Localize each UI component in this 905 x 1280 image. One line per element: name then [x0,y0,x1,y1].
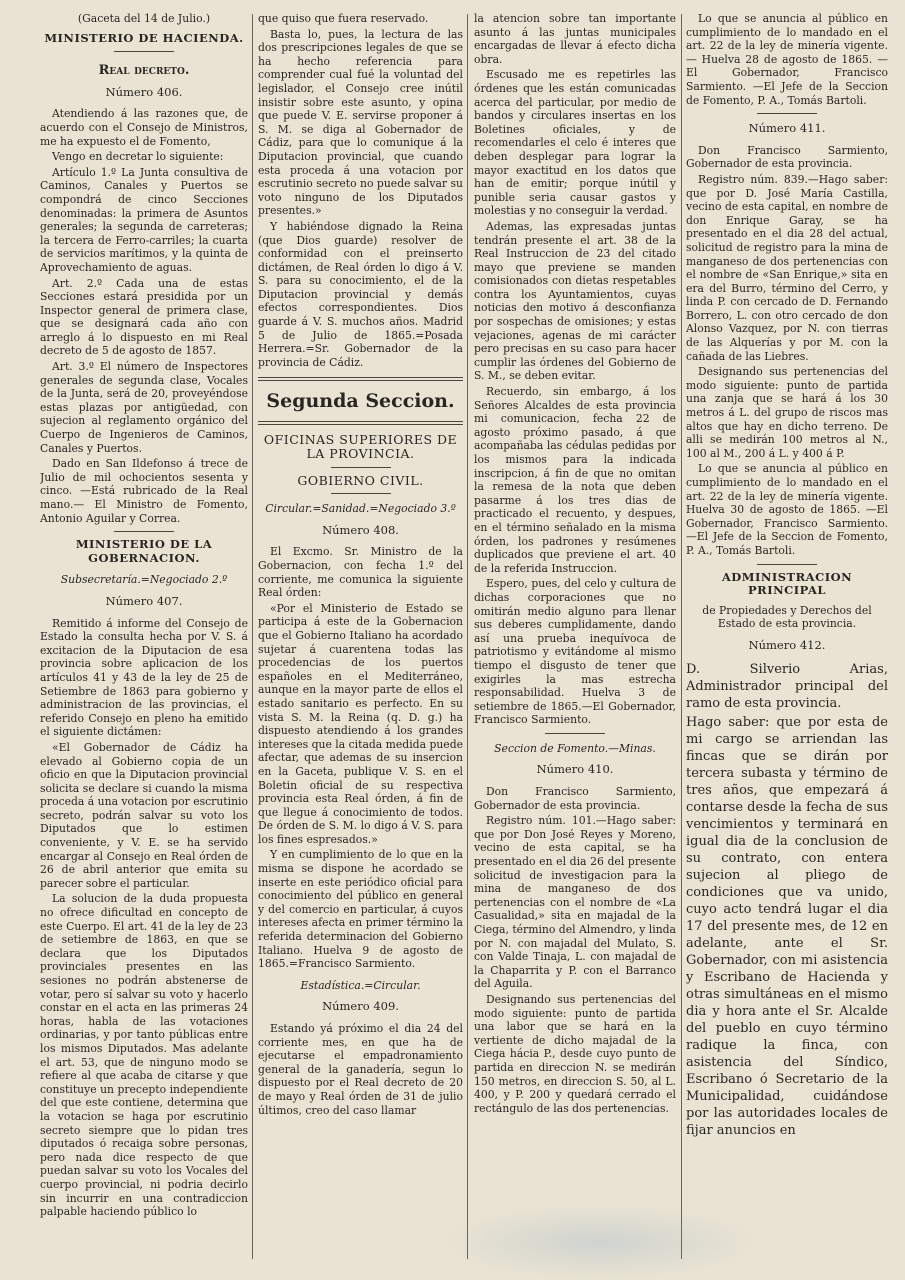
ministry-heading: MINISTERIO DE LA GOBERNACION. [75,537,213,565]
paragraph: Basta lo, pues, la lectura de las dos prescripciones legales de que se ha hecho referencia para comprender cual fué la voluntad del legislador, el Consejo cree inútil insistir sobre este asunto, y opina que puede V. E. servirse proponer á S. M. se diga al Gobernador de Cádiz, para que lo comunique á la Diputacion provincial, que cuando esta proceda á una votacion por escrutinio secreto no puede salvar su voto ninguno de los Diputados presentes.» [258,27,463,218]
large-notice [686,661,888,1139]
administration-heading: ADMINISTRACION PRINCIPAL [721,569,853,598]
paragraph: Registro núm. 839.—Hago saber: que por D. José María Castilla, vecino de esta capital, en nombre de don Enrique Garay, se ha presentado en el dia 28 del actual, solicitud de registro para la mina de manganeso de dos pertenencias con el nombre de «San Enrique,» sita en era del Burro, término del Cerro, y linda P. con cercado de D. Fernando Borrero, L. con otro cercado de don Alonso Vazquez, por N. con tierras de las Alquerías y por M. con la cañada de las Liebres. [686,172,888,363]
ministry-heading: MINISTERIO DE HACIENDA. [44,30,244,45]
item-number: Número 411. [748,121,826,136]
column-rule [467,14,468,1259]
paragraph: Don Francisco Sarmiento, Gobernador de esta provincia. [474,785,676,812]
office-heading: OFICINAS SUPERIORES DE LA PROVINCIA. [263,432,458,462]
paragraph: El Excmo. Sr. Ministro de la Gobernacion, con fecha 1.º del corriente, me comunica la siguiente Real órden: [258,545,463,600]
column-4 [686,12,888,1274]
paragraph: Y en cumplimiento de lo que en la misma se dispone he acordado se inserte en este periódico oficial para conocimiento del público en general y del comercio en particular, á cuyos intereses afecta en primer término la referida determinacion del Gobierno Italiano. Huelva 9 de agosto de 1865.=Francisco Sarmiento. [258,848,463,971]
paragraph: Don Francisco Sarmiento, Gobernador de esta provincia. [686,143,888,171]
divider [331,467,391,468]
divider [757,113,817,114]
gobierno-heading: GOBIERNO CIVIL. [297,472,424,488]
paragraph: que quiso que fuera reservado. [258,12,429,25]
subsection-heading: Subsecretaría.=Negociado 2.º [60,573,228,587]
paragraph: Designando sus pertenencias del modo siguiente: punto de partida una labor que se hará en la vertiente de dicho majadal de la Ciega hácia P., desde cuyo punto de partida en direccion N. se medirán 150 metros, en direccion S. 50, al L. 400, y P. 200 y quedará cerrado el rectángulo de las dos pertenencias. [474,992,676,1115]
paragraph: Dado en San Ildefonso á trece de Julio de mil ochocientos sesenta y cinco. —Está rubricado de la Real mano.— El Ministro de Fomento, Antonio Aguilar y Correa. [40,457,248,525]
paragraph: Ademas, las expresadas juntas tendrán presente el art. 38 de la Real Instruccion de 23 del citado mayo que previene se manden comisionados con dietas respetables contra los Ayuntamientos, cuyas noticias den motivo á desconfianza por sospechas de omisiones; y estas vejaciones, agenas de mi carácter pero precisas en su caso para hacer cumplir las órdenes del Gobierno de S. M., se deben evitar. [474,219,676,383]
item-number: Número 406. [105,84,183,99]
column-rule [252,14,253,1259]
section-divider [258,421,463,425]
paragraph: Vengo en decretar lo siguiente: [52,150,224,164]
subsection-heading: Seccion de Fomento.—Minas. [494,741,656,755]
section-title: Segunda Seccion. [266,390,455,413]
paragraph: Artículo 1.º La Junta consultiva de Caminos, Canales y Puertos se compondrá de cinco Secciones denominadas: la primera de Asuntos generales; la segunda de carreteras; la tercera de Ferro-carriles; la cuarta de servicios marítimos, y la quinta de Aprovechamiento de aguas. [40,165,248,274]
paragraph: Escusado me es repetirles las órdenes que les están comunicadas acerca del particular, por medio de bandos y circulares insertas en los Boletines oficiales, y de recomendarles el celo é interes que deben desplegar para lograr la mayor exactitud en los datos que han de emitir; porque inútil y punible seria causar gastos y molestias y no conseguir la verdad. [474,68,676,218]
decree-heading: Real decreto. [98,63,190,79]
column-2 [258,12,463,1274]
paragraph: D. Silverio Arias, Administrador principal del ramo de esta provincia. [686,661,888,711]
column-rule [681,14,682,1259]
paragraph: Lo que se anuncia al público en cumplimiento de lo mandado en el art. 22 de la ley de minería vigente. — Huelva 28 de agosto de 1865. —El Gobernador, Francisco Sarmiento. —El Jefe de la Seccion de Fomento, P. A., Tomás Bartoli. [686,12,888,107]
item-number: Número 412. [748,637,826,652]
subsection-heading: Circular.=Sanidad.=Negociado 3.º [265,502,456,516]
section-divider [258,377,463,381]
column-3 [474,12,676,1274]
column-1 [40,12,248,1274]
paragraph: Hago saber: que por esta de mi cargo se arriendan las fincas que se dirán por tercera subasta y término de tres años, que empezará á contarse desde la fecha de sus vencimientos y terminará en igual dia de la conclusion de su contrato, con entera sujecion al pliego de condiciones que va unido, cuyo acto tendrá lugar el dia 17 del presente mes, de 12 en adelante, ante el Sr. Gobernador, con mi asistencia y Escribano de Hacienda y otras simultáneas en el mismo dia y hora ante el Sr. Alcalde del pueblo en cuyo término radique la finca, con asistencia del Síndico, Escribano ó Secretario de la Municipalidad, cuidándose por las autoridades locales de fijar anuncios en [686,714,888,1138]
divider [757,564,817,565]
paragraph: Designando sus pertenencias del modo siguiente: punto de partida una zanja que se hará á los 30 metros á L. del grupo de riscos mas altos que hay en dicho terreno. De alli se medirán 100 metros al N., 100 al M., 200 á L. y 400 á P. [686,365,888,460]
item-number: Número 410. [536,762,614,777]
paragraph: Espero, pues, del celo y cultura de dichas corporaciones que no omitirán medio alguno para llenar sus deberes cumplidamente, dando así una prueba inequívoca de patriotismo y evitándome al mismo tiempo el disgusto de tener que exigirles la mas estrecha responsabilidad. Huelva 3 de setiembre de 1865.—El Gobernador, Francisco Sarmiento. [474,577,676,727]
paragraph: Remitido á informe del Consejo de Estado la consulta hecha por V. S. á excitacion de la Diputacion de esa provincia sobre aplicacion de los artículos 41 y 43 de la ley de 25 de Setiembre de 1863 para gobierno y administracion de las provincias, el referido Consejo en pleno ha emitido el siguiente dictámen: [40,616,248,739]
item-number: Número 407. [105,593,183,608]
dateline: (Gaceta del 14 de Julio.) [77,12,211,25]
divider [331,493,391,494]
paragraph: La solucion de la duda propuesta no ofrece dificultad en concepto de este Cuerpo. El art. 41 de la ley de 23 de setiembre de 1863, en que se declara que los Diputados provinciales presentes en las sesiones no podrán abstenerse de votar, pero sí salvar su voto y hacerlo constar en el acta en las primeras 24 horas, habla de las votaciones ordinarias, y por tanto públicas entre los mismos Diputados. Mas adelante el art. 53, que de ninguno modo se refiere al que acaba de citarse y que constituye un precepto independiente del que este contiene, determina que la votacion se haga por escrutinio secreto siempre que lo pidan tres diputados ó recaiga sobre personas, pero nada dice respecto de que puedan salvar su voto los Vocales del cuerpo provincial, ni podria decirlo sin incurrir en una contradiccion palpable haciendo público lo [40,892,248,1219]
paragraph: Y habiéndose dignado la Reina (que Dios guarde) resolver de conformidad con el preinserto dictámen, de Real órden lo digo á V. S. para su conocimiento, el de la Diputacion provincial y demás efectos correspondientes. Dios guarde á V. S. muchos años. Madrid 5 de Julio de 1865.=Posada Herrera.=Sr. Gobernador de la provincia de Cádiz. [258,219,463,369]
paragraph: Art. 3.º El número de Inspectores generales de segunda clase, Vocales de la Junta, será de 20, proveyéndose estas plazas por antigüedad, con sujecion al reglamento orgánico del Cuerpo de Ingenieros de Caminos, Canales y Puertos. [40,360,248,455]
divider [114,51,174,52]
watermark-shade [440,1205,760,1280]
administration-subheading: de Propiedades y Derechos del Estado de esta provincia. [702,603,872,631]
paragraph: Atendiendo á las razones que, de acuerdo con el Consejo de Ministros, me ha expuesto el de Fomento, [40,107,248,148]
item-number: Número 409. [322,999,399,1014]
divider [114,531,174,532]
paragraph: Registro núm. 101.—Hago saber: que por Don José Reyes y Moreno, vecino de esta capital, se ha presentado en el dia 26 del presente solicitud de investigacion para la mina de manganeso de dos pertenencias con el nombre de «La Casualidad,» sita en majadal de la Ciega, término del Almendro, y linda por N. con majadal del Mulato, S. con Valde Tinaja, L. con majadal de la Chaparrita y P. con el Barranco del Aguila. [474,814,676,991]
paragraph: Recuerdo, sin embargo, á los Señores Alcaldes de esta provincia mi comunicacion, fecha 22 de agosto próximo pasado, á que acompañaba las cédulas pedidas por los mismos para la indicada inscripcion, á fin de que no omitan la remesa de la nota que deben pasarme á los tres dias de practicado el recuento, y despues, en el término señalado en la misma órden, los padrones y resúmenes duplicados que previene el art. 40 de la referida Instruccion. [474,385,676,575]
divider [545,733,605,734]
paragraph: «Por el Ministerio de Estado se participa á este de la Gobernacion que el Gobierno Italiano ha acordado sujetar á cuarentena todas las procedencias de los puertos españoles en el Mediterráneo, aunque en la mayor parte de ellos el estado sanitario es perfecto. En su vista S. M. la Reina (q. D. g.) ha dispuesto atendiendo á los grandes intereses que la citada medida puede afectar, que ademas de su insercion en la Gaceta, publique V. S. en el Boletin oficial de su respectiva provincia esta Real órden, á fin de que llegue á conocimiento de todos. De órden de S. M. lo digo á V. S. para los fines espresados.» [258,601,463,846]
paragraph: la atencion sobre tan importante asunto á las juntas municipales encargadas de llevar á efecto dicha obra. [474,12,676,66]
paragraph: Estando yá próximo el dia 24 del corriente mes, en que ha de ejecutarse el empadronamiento general de la ganadería, segun lo dispuesto por el Real decreto de 20 de mayo y Real órden de 31 de julio últimos, creo del caso llamar [258,1022,463,1117]
subsection-heading: Estadística.=Circular. [300,978,421,992]
paragraph: Lo que se anuncia al público en cumplimiento de lo mandado en el art. 22 de la ley de minería vigente. Huelva 30 de agosto de 1865. —El Gobernador, Francisco Sarmiento. —El Jefe de la Seccion de Fomento, P. A., Tomás Bartoli. [686,462,888,557]
item-number: Número 408. [322,522,399,537]
paragraph: Art. 2.º Cada una de estas Secciones estará presidida por un Inspector general de primera clase, que se designará cada año con arreglo á lo dispuesto en mi Real decreto de 5 de agosto de 1857. [40,276,248,358]
paragraph: «El Gobernador de Cádiz ha elevado al Gobierno copia de un oficio en que la Diputacion provincial solicita se declare si cuando la misma proceda á una votacion por escrutinio secreto, podrán salvar su voto los Diputados que lo estimen conveniente, y V. E. se ha servido encargar al Consejo en Real órden de 26 de abril anterior que emita su parecer sobre el particular. [40,740,248,890]
